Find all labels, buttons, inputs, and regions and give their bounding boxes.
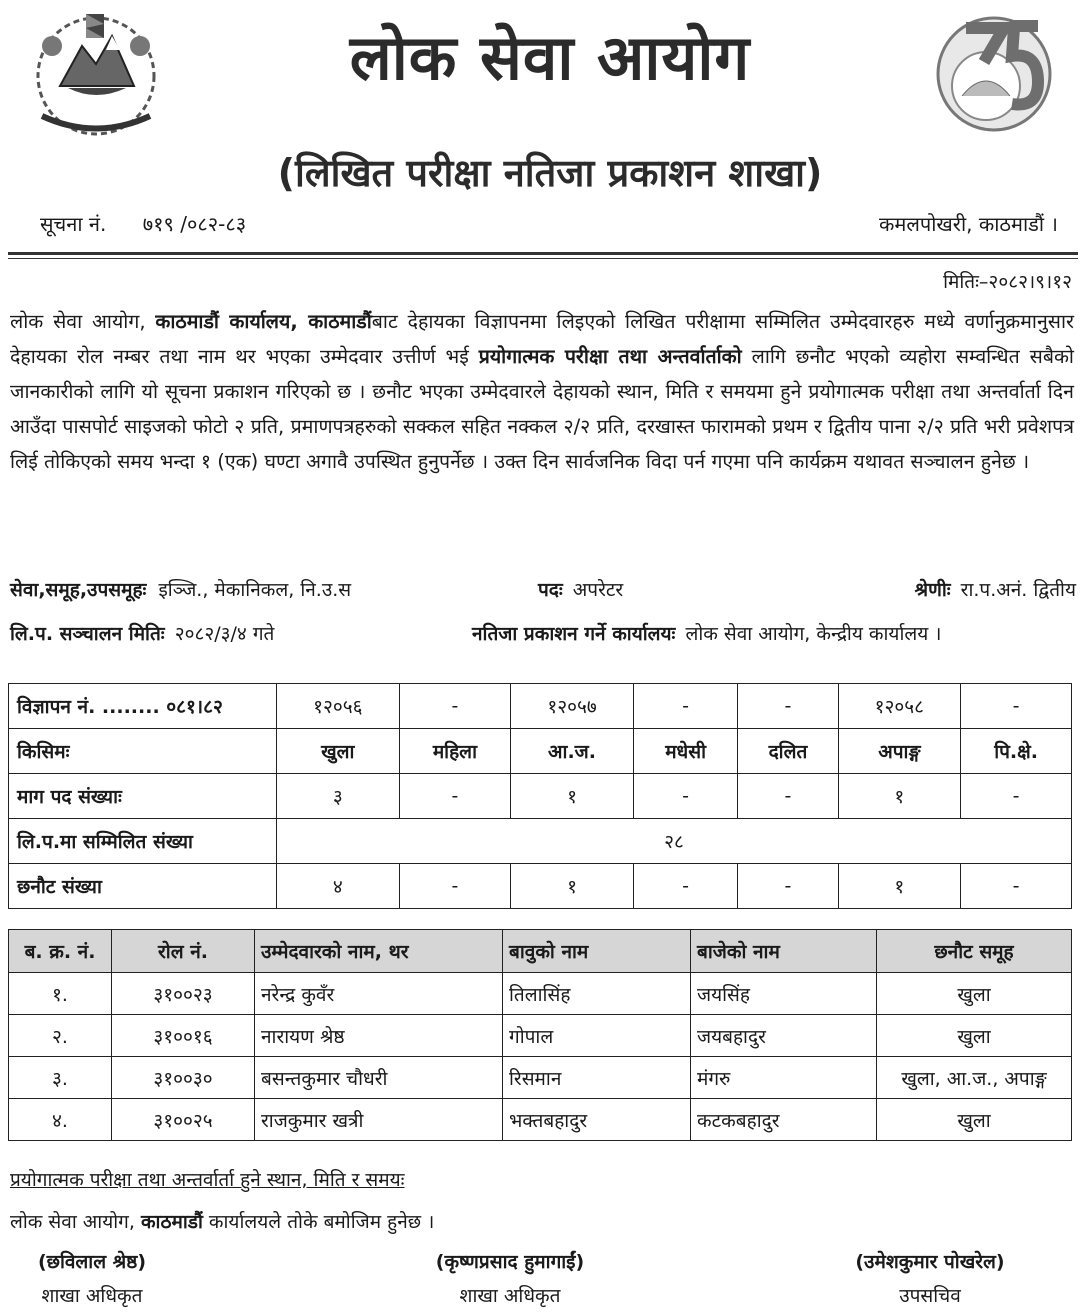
schedule-title: प्रयोगात्मक परीक्षा तथा अन्तर्वार्ता हुने स्थान, मिति र समयः <box>10 1169 405 1191</box>
office-place: कमलपोखरी, काठमाडौं । <box>879 212 1058 236</box>
group-cell: खुला, आ.ज., अपाङ्ग <box>877 1057 1072 1099</box>
service-value: इञ्जि., मेकानिकल, नि.उ.स <box>158 579 352 601</box>
serial-cell: ३. <box>9 1057 112 1099</box>
type-row <box>9 729 1072 774</box>
type-label: किसिमः <box>9 729 277 774</box>
class-value: रा.प.अनं. द्वितीय <box>960 579 1076 601</box>
para-text-1: लोक सेवा आयोग, <box>10 310 156 333</box>
col-header-roll: रोल नं. <box>112 930 255 973</box>
service-info <box>10 576 351 602</box>
candidate-cell: राजकुमार खत्री <box>255 1099 503 1141</box>
table-row <box>9 1099 1072 1141</box>
signature-block-1 <box>0 1248 242 1308</box>
candidate-cell: नरेन्द्र कुवँर <box>255 973 503 1015</box>
schedule-text-2: कार्यालयले तोके बमोजिम हुनेछ । <box>202 1211 435 1233</box>
type-cell: महिला <box>399 729 511 774</box>
group-cell: खुला <box>877 1015 1072 1057</box>
notice-number-line <box>40 210 246 237</box>
page-title: लोक सेवा आयोग <box>349 21 751 94</box>
nepal-government-emblem-icon <box>22 6 170 148</box>
signature-block-2 <box>360 1248 660 1308</box>
selected-cell: १ <box>511 864 634 909</box>
notice-paragraph <box>10 304 1074 479</box>
roll-cell: ३१००२३ <box>112 973 255 1015</box>
exam-date-label: लि.प. सञ्चालन मितिः <box>10 623 165 645</box>
signature-block-3 <box>780 1248 1080 1308</box>
header-divider-thin <box>8 258 1078 259</box>
selected-label: छनौट संख्या <box>9 864 277 909</box>
grandfather-cell: जयबहादुर <box>691 1015 877 1057</box>
type-cell: आ.ज. <box>511 729 634 774</box>
para-text-3: लागि छनौट भएको व्यहोरा सम्वन्धित सबैको जानकारीको लागि यो सूचना प्रकाशन गरिएको छ । छनौट भएका उम्मेदवारले देहायको स्थान, मिति र समयमा हुने प्रयोगात्मक परीक्षा तथा अन्तर्वार्ता दिन आउँदा पासपोर्ट साइजको फोटो २ प्रति, प्रमाणपत्रहरुको सक्कल सहित नक्कल २/२ प्रति, दरखास्त फारामको प्रथम र द्वितीय पाना २/२ प्रति भरी प्रवेशपत्र लिई तोकिएको समय भन्दा १ (एक) घण्टा अगावै उपस्थित हुनुपर्नेछ । उक्त दिन सार्वजनिक विदा पर्न गएमा पनि कार्यक्रम यथावत सञ्चालन हुनेछ । <box>10 345 1074 473</box>
para-bold-1: काठमाडौं कार्यालय, काठमाडौं <box>155 310 372 333</box>
ad-number-cell: १२०५६ <box>277 684 400 729</box>
col-header-grandfather: बाजेको नाम <box>691 930 877 973</box>
col-header-father: बावुको नाम <box>503 930 691 973</box>
grandfather-cell: मंगरु <box>691 1057 877 1099</box>
selected-cell: - <box>738 864 838 909</box>
roll-cell: ३१००१६ <box>112 1015 255 1057</box>
serial-cell: ४. <box>9 1099 112 1141</box>
participants-count: २८ <box>277 819 1072 864</box>
page-subtitle: (लिखित परीक्षा नतिजा प्रकाशन शाखा) <box>277 151 823 195</box>
type-cell: खुला <box>277 729 400 774</box>
demand-cell: - <box>961 774 1072 819</box>
post-info <box>538 576 623 602</box>
post-label: पदः <box>538 579 563 601</box>
signatory-title: उपसचिव <box>899 1285 961 1307</box>
grandfather-cell: जयसिंह <box>691 973 877 1015</box>
col-header-serial: ब. क्र. नं. <box>9 930 112 973</box>
demand-cell: - <box>399 774 511 819</box>
schedule-bold: काठमाडौं <box>140 1211 203 1233</box>
ad-number-row <box>9 684 1072 729</box>
father-cell: रिसमान <box>503 1057 691 1099</box>
roll-cell: ३१००३० <box>112 1057 255 1099</box>
ad-number-cell: १२०५८ <box>838 684 961 729</box>
post-value: अपरेटर <box>572 579 624 601</box>
service-label: सेवा,समूह,उपसमूहः <box>10 579 147 601</box>
serial-cell: २. <box>9 1015 112 1057</box>
demand-cell: ३ <box>277 774 400 819</box>
selected-cell: ४ <box>277 864 400 909</box>
candidate-cell: नारायण श्रेष्ठ <box>255 1015 503 1057</box>
table-row <box>9 973 1072 1015</box>
result-office-info <box>472 620 942 646</box>
signatory-name: (उमेशकुमार पोखरेल) <box>855 1251 1005 1273</box>
ad-number-cell: - <box>961 684 1072 729</box>
ad-number-cell: - <box>399 684 511 729</box>
table-row <box>9 1057 1072 1099</box>
demand-cell: - <box>738 774 838 819</box>
signatory-title: शाखा अधिकृत <box>459 1285 561 1307</box>
group-cell: खुला <box>877 1099 1072 1141</box>
notice-number: ७१९ /०८२-८३ <box>142 212 247 236</box>
father-cell: गोपाल <box>503 1015 691 1057</box>
demand-label: माग पद संख्याः <box>9 774 277 819</box>
signatory-name: (कृष्णप्रसाद हुमागाईं) <box>435 1251 585 1273</box>
exam-date-value: २०८२/३/४ गते <box>174 623 275 645</box>
result-office-label: नतिजा प्रकाशन गर्ने कार्यालयः <box>472 623 676 645</box>
selected-row <box>9 864 1072 909</box>
results-header-row <box>9 930 1072 973</box>
ad-number-cell: - <box>633 684 738 729</box>
father-cell: भक्तबहादुर <box>503 1099 691 1141</box>
candidate-cell: बसन्तकुमार चौधरी <box>255 1057 503 1099</box>
col-header-candidate: उम्मेदवारको नाम, थर <box>255 930 503 973</box>
demand-cell: १ <box>511 774 634 819</box>
selected-cell: - <box>961 864 1072 909</box>
selected-cell: १ <box>838 864 961 909</box>
notice-date: मितिः–२०८२।९।१२ <box>943 271 1072 293</box>
type-cell: मधेसी <box>633 729 738 774</box>
para-text-2: बाट देहायका विज्ञापनमा लिइएको लिखित परीक्षामा सम्मिलित उम्मेदवारहरु मध्ये वर्णानुक्रमानुसार देहायका रोल नम्बर तथा नाम थर भएका उम्मेदवार उत्तीर्ण भई <box>10 310 1075 368</box>
selected-cell: - <box>633 864 738 909</box>
table-row <box>9 1015 1072 1057</box>
class-label: श्रेणीः <box>914 579 951 601</box>
roll-cell: ३१००२५ <box>112 1099 255 1141</box>
col-header-group: छनौट समूह <box>877 930 1072 973</box>
ad-number-cell: १२०५७ <box>511 684 634 729</box>
signatory-title: शाखा अधिकृत <box>41 1285 143 1307</box>
header-divider <box>8 252 1078 255</box>
ad-number-cell: - <box>738 684 838 729</box>
schedule-text-1: लोक सेवा आयोग, <box>10 1211 141 1233</box>
participants-label: लि.प.मा सम्मिलित संख्या <box>9 819 277 864</box>
summary-table <box>8 683 1072 909</box>
serial-cell: १. <box>9 973 112 1015</box>
class-info <box>915 576 1076 602</box>
demand-row <box>9 774 1072 819</box>
participants-row <box>9 819 1072 864</box>
type-cell: दलित <box>738 729 838 774</box>
exam-date-info <box>10 620 274 646</box>
ad-label: विज्ञापन नं. ........ ०८१।८२ <box>9 684 277 729</box>
schedule-text <box>10 1208 434 1234</box>
result-office-value: लोक सेवा आयोग, केन्द्रीय कार्यालय । <box>685 623 942 645</box>
para-bold-2: प्रयोगात्मक परीक्षा तथा अन्तर्वार्ताको <box>478 345 742 368</box>
grandfather-cell: कटकबहादुर <box>691 1099 877 1141</box>
notice-label: सूचना नं. <box>40 212 107 236</box>
demand-cell: १ <box>838 774 961 819</box>
selected-cell: - <box>399 864 511 909</box>
psc-75-years-seal-icon <box>926 4 1062 140</box>
type-cell: पि.क्षे. <box>961 729 1072 774</box>
results-table <box>8 929 1072 1141</box>
group-cell: खुला <box>877 973 1072 1015</box>
signatory-name: (छविलाल श्रेष्ठ) <box>37 1251 147 1273</box>
demand-cell: - <box>633 774 738 819</box>
father-cell: तिलासिंह <box>503 973 691 1015</box>
type-cell: अपाङ्ग <box>838 729 961 774</box>
